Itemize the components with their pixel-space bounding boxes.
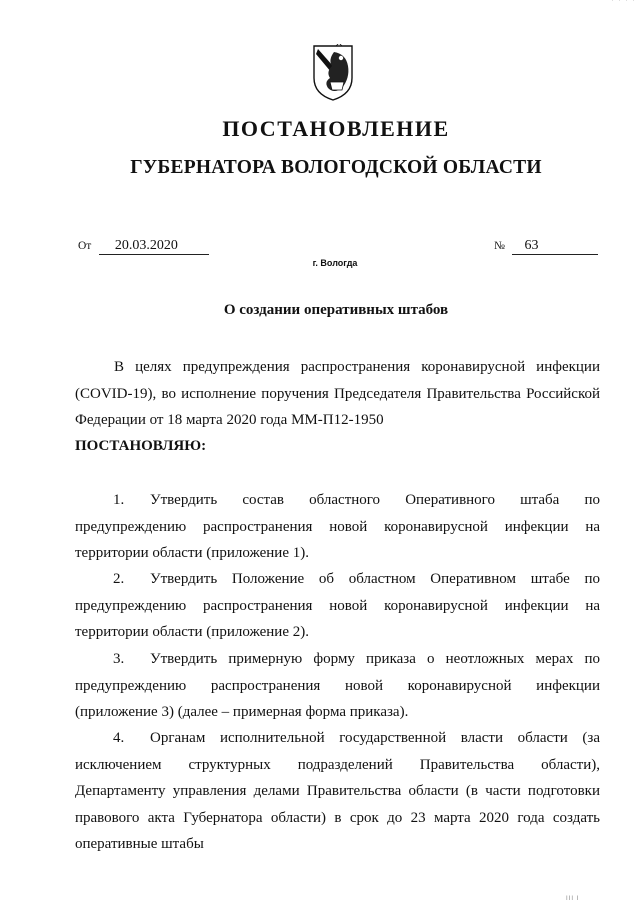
item-text: Утвердить примерную форму приказа о неотложных мерах по предупреждению распространения новой коронавирусной инфекции (приложение 3) (далее – примерная форма приказа). [75, 651, 600, 720]
item-text: Органам исполнительной государственной власти области (за исключением структурных подразделений Правительства области), Департаменту управления делами Правительства области (в части подготовки правового акта Губернатора области) в срок до 23 марта 2020 года создать оперативные штабы [75, 730, 600, 852]
item-text: Утвердить состав областного Оперативного штаба по предупреждению распространения новой коронавирусной инфекции на территории области (приложение 1). [75, 492, 600, 561]
list-item [75, 725, 600, 858]
coat-of-arms-icon [312, 44, 354, 102]
city-label: г. Вологда [312, 258, 358, 268]
decree-heading: ПОСТАНОВЛЯЮ: [75, 438, 207, 454]
number-value: 63 [512, 238, 598, 255]
issuer-title: ГУБЕРНАТОРА ВОЛОГОДСКОЙ ОБЛАСТИ [130, 157, 542, 178]
date-value: 20.03.2020 [99, 238, 209, 255]
footer-mark: III I [566, 896, 580, 902]
corner-mark: ' ' ' ' [611, 0, 636, 6]
coat-of-arms-emblem [312, 44, 354, 102]
document-type-title: ПОСТАНОВЛЕНИЕ [222, 116, 450, 141]
item-text: Утвердить Положение об областном Оперативном штабе по предупреждению распространения новой коронавирусной инфекции на территории области (приложение 2). [75, 571, 600, 640]
date-prefix: От [78, 240, 92, 252]
document-subject: О создании оперативных штабов [223, 302, 449, 318]
item-number: 2. [113, 571, 125, 587]
item-number: 3. [113, 651, 125, 667]
list-item [75, 646, 600, 726]
list-item [75, 566, 600, 646]
preamble-paragraph: В целях предупреждения распространения коронавирусной инфекции (COVID-19), во исполнение поручения Председателя Правительства Российской Федерации от 18 марта 2020 года ММ-П12-1950 [75, 359, 600, 428]
list-item [75, 487, 600, 567]
item-number: 1. [113, 492, 125, 508]
date-field [78, 238, 209, 255]
number-field [494, 238, 598, 255]
number-prefix: № [494, 240, 505, 252]
item-number: 4. [113, 730, 125, 746]
